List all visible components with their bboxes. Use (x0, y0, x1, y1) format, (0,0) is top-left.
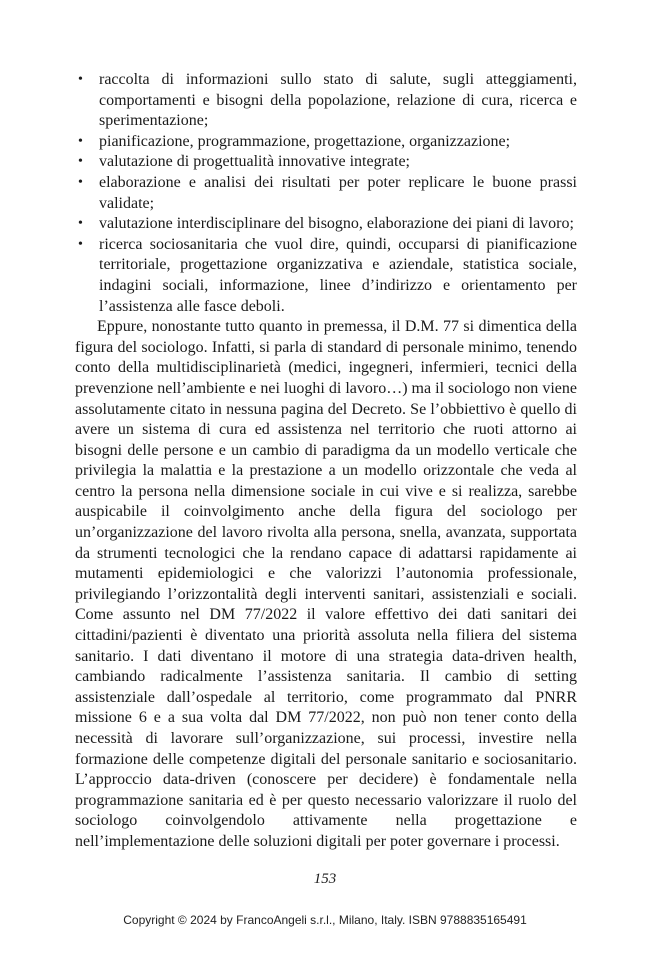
bullet-text: raccolta di informazioni sullo stato di salute, sugli atteggiamenti, comportamenti e bisogni della popolazione, relazione di cura, ricerca e sperimentazione; (99, 71, 577, 130)
bullet-icon: • (78, 216, 83, 232)
bullet-text: ricerca sociosanitaria che vuol dire, quindi, occuparsi di pianificazione territoriale, progettazione organizzativa e aziendale, statistica sociale, indagini sociali, informazione, linee d’indirizzo e orientamento per l’assistenza alle fasce deboli. (99, 235, 577, 315)
bullet-item (75, 214, 577, 235)
bullet-text: elaborazione e analisi dei risultati per poter replicare le buone prassi validate; (99, 173, 577, 212)
bullet-list (75, 70, 577, 317)
page-number: 153 (313, 871, 337, 887)
bullet-text: valutazione di progettualità innovative integrate; (99, 153, 410, 171)
bullet-item (75, 173, 577, 214)
page-body (75, 70, 577, 853)
bullet-icon: • (78, 72, 83, 87)
bullet-text: pianificazione, programmazione, progettazione, organizzazione; (99, 132, 511, 150)
bullet-icon: • (78, 236, 83, 252)
bullet-item (75, 132, 577, 153)
bullet-text: valutazione interdisciplinare del bisogno, elaborazione dei piani di lavoro; (99, 215, 574, 233)
body-paragraph: Eppure, nonostante tutto quanto in premessa, il D.M. 77 si dimentica della figura del sociologo. Infatti, si parla di standard di personale minimo, tenendo conto della multidisciplinarietà (medici, ingegneri, infermieri, tecnici della prevenzione nell’ambiente e nei luoghi di lavoro…) ma il sociologo non viene assolutamente citato in nessuna pagina del Decreto. Se l’obbiettivo è quello di avere un sistema di cura ed assistenza nel territorio che ruoti attorno ai bisogni delle persone e un cambio di paradigma da un modello verticale che privilegia la malattia e la prestazione a un modello orizzontale che veda al centro la persona nella dimensione sociale in cui vive e si realizza, sarebbe auspicabile il coinvolgimento anche della figura del sociologo per un’organizzazione del lavoro rivolta alla persona, snella, avanzata, supportata da strumenti tecnologici che la rendano capace di adattarsi rapidamente ai mutamenti epidemiologici e che valorizzi l’autonomia professionale, privilegiando l’orizzontalità degli interventi sanitari, assistenziali e sociali. Come assunto nel DM 77/2022 il valore effettivo dei dati sanitari dei cittadini/pazienti è diventato una priorità assoluta nella filiera del sistema sanitario. I dati diventano il motore di una strategia data-driven health, cambiando radicalmente l’assistenza sanitaria. Il cambio di setting assistenziale dall’ospedale al territorio, come programmato dal PNRR missione 6 e a sua volta dal DM 77/2022, non può non tener conto della necessità di lavorare sull’organizzazione, sui processi, investire nella formazione delle competenze digitali del personale sanitario e sociosanitario. L’approccio data-driven (conoscere per decidere) è fondamentale nella programmazione sanitaria ed è per questo necessario valorizzare il ruolo del sociologo coinvolgendolo attivamente nella progettazione e nell’implementazione delle soluzioni digitali per poter governare i processi. (75, 318, 577, 850)
bullet-icon: • (78, 154, 83, 170)
bullet-icon: • (78, 133, 83, 149)
bullet-icon: • (78, 174, 83, 190)
bullet-item (75, 70, 577, 132)
bullet-item (75, 235, 577, 317)
bullet-item (75, 152, 577, 173)
copyright-notice: Copyright © 2024 by FrancoAngeli s.r.l., Milano, Italy. ISBN 9788835165491 (123, 913, 527, 927)
